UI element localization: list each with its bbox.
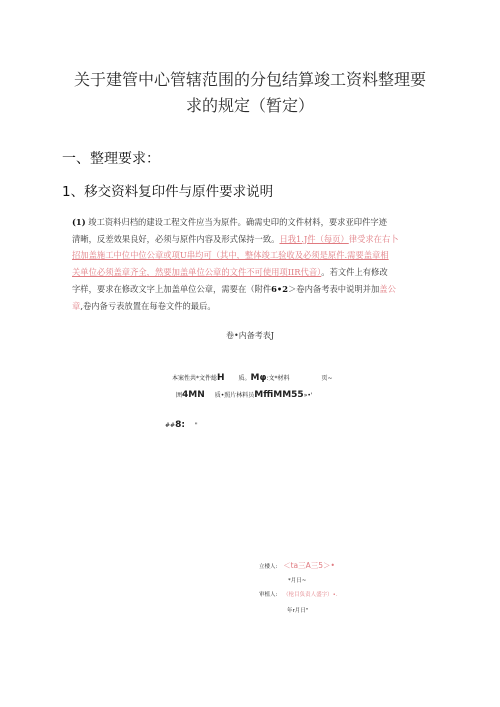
- form-row-3: [165, 420, 198, 430]
- filer-row: [259, 560, 335, 571]
- para-red-5: 盖公: [379, 283, 396, 294]
- para-line-6: [72, 298, 432, 315]
- form-r1-b: 质。: [238, 375, 251, 382]
- reviewer-row: [259, 590, 338, 598]
- para-text-6: ,卷内备亏表放置在每卷文件的最后。: [80, 300, 216, 311]
- reviewer-value: （枪目负责人盛字）•.: [283, 592, 338, 598]
- doc-title-line2: 求的规定（暂定）: [185, 96, 314, 115]
- para-text-4b: 。若文件上有修改: [321, 267, 388, 278]
- para-line-1: [72, 214, 432, 231]
- doc-title-line1: 关于建管中心管辖范围的分包结算竣工资料整理要: [73, 70, 426, 89]
- para-red-2a: 日我1.J件（每页）: [279, 233, 349, 244]
- form-r2-big2: MffiMM55: [254, 390, 304, 400]
- form-r1-c: :文*材料: [266, 375, 290, 382]
- form-r3-a: ##: [165, 422, 176, 429]
- para-line-2: [72, 231, 432, 248]
- body-paragraph: [72, 214, 432, 314]
- form-row-2: [176, 390, 313, 400]
- table-caption: 卷•内备考表J: [226, 331, 274, 340]
- para-red-2b: 律受求在右卜: [348, 233, 399, 244]
- form-r1-a: 本案性共*文件総: [172, 375, 218, 382]
- para-text-1: 竣工资料归档的建设工程文件应当为原件。确需史印的文件材料，要求亚印件字迹: [88, 217, 387, 227]
- para-text-5b: ＞卷内备考表中说明并加: [288, 283, 380, 294]
- filer-value: ＜ta三A三5＞•: [283, 561, 335, 570]
- item-number: (1): [72, 217, 86, 227]
- form-r1-d: 页~: [321, 375, 333, 382]
- date-2: 年r月日": [287, 608, 309, 614]
- form-r2-big: 4MN: [182, 390, 205, 400]
- para-red-6: 章: [72, 300, 81, 311]
- para-bold-5: 6•2: [271, 283, 288, 294]
- form-r2-a: 囲: [176, 392, 183, 399]
- subsection-heading: 1、移交资料复印件与原件要求说明: [62, 184, 274, 200]
- form-r2-b: 质•照片林料员: [214, 392, 255, 399]
- para-text-5a: 字样，要求在修改文字上加盖单位公章，需要在（附件: [72, 283, 272, 294]
- form-r1-big1: H: [217, 373, 225, 383]
- reviewer-label: 审植人:: [259, 592, 278, 598]
- para-line-5: [72, 281, 432, 298]
- filer-label: 立楼人:: [259, 564, 278, 570]
- form-r2-c: »•': [303, 392, 313, 399]
- form-row-1: [172, 373, 332, 383]
- para-red-4: 关单位必须盖章齐全，然要加盖单位公章的文件不可使用项IIR代音）: [72, 267, 322, 278]
- para-line-4: [72, 264, 432, 281]
- form-r3-b: ": [194, 422, 198, 429]
- para-line-3: 招加盖施工中位中位公章或项U串均可（其中，整体竣工验收及必须是原件.需要盖章相: [72, 250, 389, 261]
- form-r1-big2: Mφ: [250, 373, 267, 383]
- section-heading: 一、整理要求：: [62, 151, 160, 167]
- para-text-2a: 清晰，反差效果良好，必须与原件内容及形式保持一致。: [72, 233, 280, 244]
- form-r3-big: 8:: [175, 420, 185, 430]
- date-1: *月日~: [288, 578, 307, 584]
